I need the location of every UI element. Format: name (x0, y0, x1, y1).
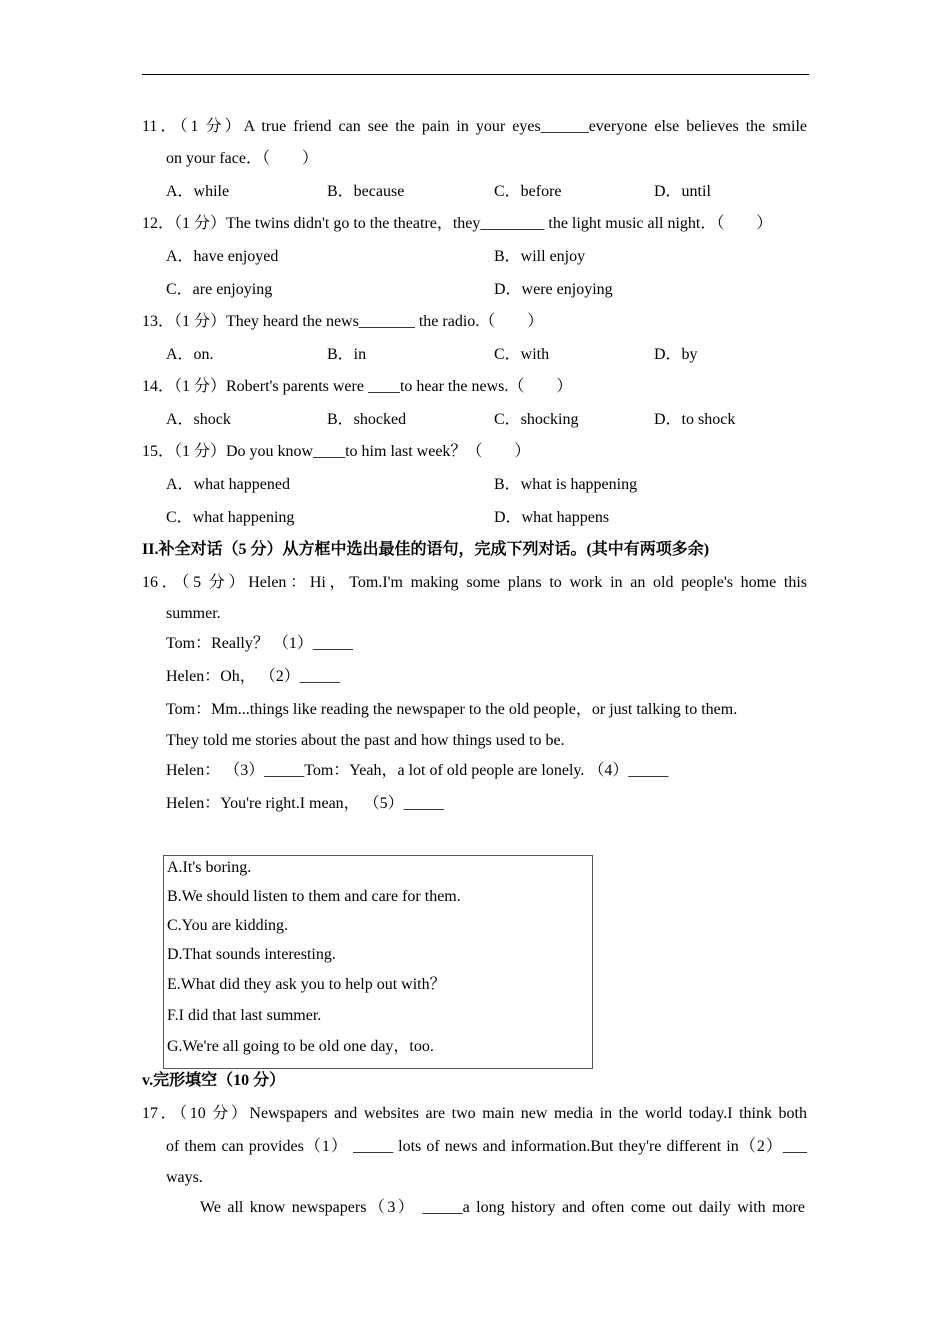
dialog-line-5: Helen： （3）_____Tom：Yeah，a lot of old people are lonely. （4）_____ (166, 762, 669, 779)
dialog-line-3: Tom：Mm...things like reading the newspaper to the old people，or just talking to them. (166, 701, 738, 718)
box-option-g: G.We're all going to be old one day，too. (167, 1038, 434, 1055)
question-16-stem: 16．（5 分）Helen：Hi，Tom.I'm making some plans to work in an old people's home this (142, 574, 807, 591)
q13-option-c[interactable]: C．with (494, 346, 550, 363)
q15-option-c[interactable]: C．what happening (166, 509, 295, 526)
question-12-stem: 12．（1 分）The twins didn't go to the theatre，they________ the light music all night．（ ） (142, 215, 773, 232)
header-rule (142, 74, 809, 75)
q15-option-b[interactable]: B．what is happening (494, 476, 638, 493)
q14-option-b[interactable]: B．shocked (327, 411, 407, 428)
box-option-a: A.It's boring. (167, 859, 252, 876)
q13-option-d[interactable]: D．by (654, 346, 698, 363)
question-17-line-4: We all know newspapers（3） _____a long history and often come out daily with more (200, 1199, 805, 1216)
q13-option-a[interactable]: A．on. (166, 346, 214, 363)
q11-option-d[interactable]: D．until (654, 183, 711, 200)
q15-option-d[interactable]: D．what happens (494, 509, 610, 526)
dialog-line-6: Helen：You're right.I mean， （5）_____ (166, 795, 444, 812)
q12-option-d[interactable]: D．were enjoying (494, 281, 613, 298)
q12-option-b[interactable]: B．will enjoy (494, 248, 586, 265)
q13-option-b[interactable]: B．in (327, 346, 367, 363)
question-11-stem: 11．（1 分）A true friend can see the pain in your eyes______everyone else believes the smile (142, 118, 807, 135)
q11-option-b[interactable]: B．because (327, 183, 405, 200)
box-option-b: B.We should listen to them and care for them. (167, 888, 461, 905)
section-2-heading: II.补全对话（5 分）从方框中选出最佳的语句，完成下列对话。(其中有两项多余) (142, 541, 710, 558)
q14-option-a[interactable]: A．shock (166, 411, 231, 428)
box-option-e: E.What did they ask you to help out with？ (167, 976, 446, 993)
dialog-line-2: Helen：Oh， （2）_____ (166, 668, 340, 685)
section-5-heading: v.完形填空（10 分） (142, 1072, 286, 1089)
box-option-d: D.That sounds interesting. (167, 946, 336, 963)
question-15-stem: 15．（1 分）Do you know____to him last week？（ ） (142, 443, 531, 460)
question-17-line-3: ways. (166, 1169, 203, 1186)
q14-option-c[interactable]: C．shocking (494, 411, 579, 428)
box-option-c: C.You are kidding. (167, 917, 289, 934)
dialog-line-4: They told me stories about the past and how things used to be. (166, 732, 565, 749)
question-14-stem: 14．（1 分）Robert's parents were ____to hear the news.（ ） (142, 378, 573, 395)
q11-option-a[interactable]: A．while (166, 183, 230, 200)
q15-option-a[interactable]: A．what happened (166, 476, 290, 493)
question-11-stem-cont: on your face．（ ） (166, 150, 318, 167)
question-13-stem: 13．（1 分）They heard the news_______ the radio.（ ） (142, 313, 544, 330)
q14-option-d[interactable]: D．to shock (654, 411, 736, 428)
dialog-line-1: Tom：Really？ （1）_____ (166, 635, 353, 652)
question-17-line-1: 17．（10 分）Newspapers and websites are two main new media in the world today.I think both (142, 1105, 807, 1122)
q12-option-c[interactable]: C．are enjoying (166, 281, 273, 298)
question-17-line-2: of them can provides（1） _____ lots of news and information.But they're different in（2）___ (166, 1138, 807, 1155)
q12-option-a[interactable]: A．have enjoyed (166, 248, 279, 265)
question-16-stem-cont: summer. (166, 605, 221, 622)
q11-option-c[interactable]: C．before (494, 183, 562, 200)
box-option-f: F.I did that last summer. (167, 1007, 322, 1024)
